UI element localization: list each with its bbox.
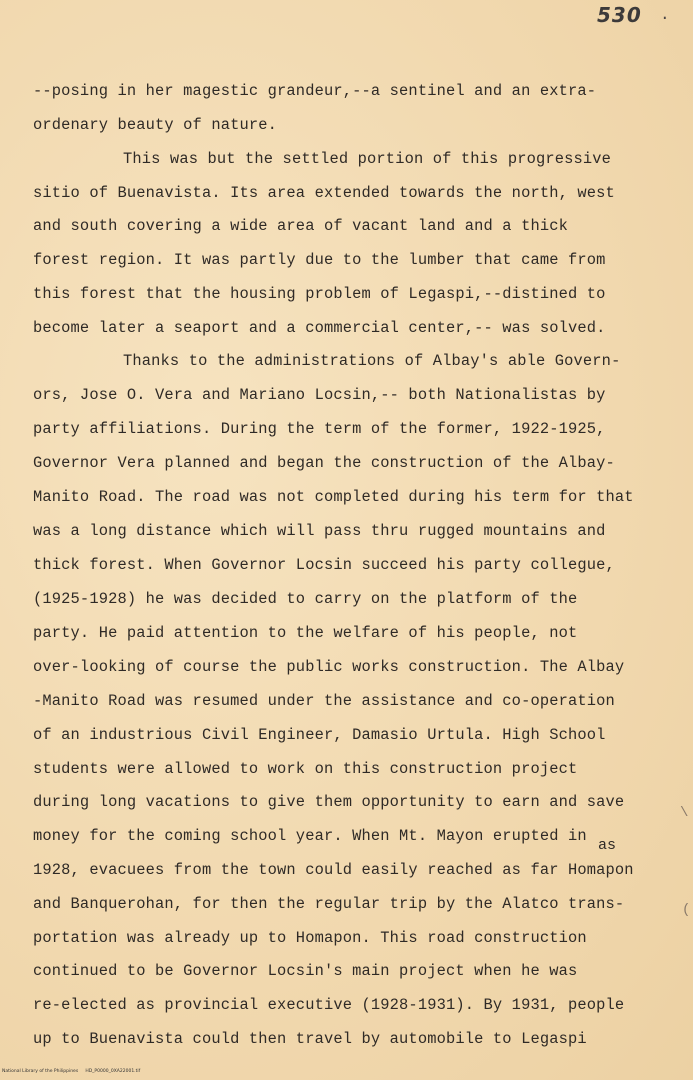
text-line-23: money for the coming school year. When Mt. Mayon erupted in	[33, 827, 587, 845]
text-line-27: continued to be Governor Locsin's main project when he was	[33, 962, 578, 980]
text-line-7: this forest that the housing problem of Legaspi,--distined to	[33, 285, 606, 303]
text-line-18: over-looking of course the public works construction. The Albay	[33, 658, 625, 676]
interline-insertion: as	[598, 837, 617, 854]
text-line-8: become later a seaport and a commercial center,-- was solved.	[33, 319, 606, 337]
text-line-15: thick forest. When Governor Locsin succeed his party collegue,	[33, 556, 615, 574]
text-line-9: Thanks to the administrations of Albay's able Govern-	[123, 352, 621, 370]
text-line-6: forest region. It was partly due to the lumber that came from	[33, 251, 606, 269]
text-line-25: and Banquerohan, for then the regular trip by the Alatco trans-	[33, 895, 625, 913]
text-line-5: and south covering a wide area of vacant land and a thick	[33, 217, 568, 235]
page-number: 530	[597, 3, 642, 27]
margin-mark-right-2: (	[682, 902, 691, 918]
text-line-2: ordenary beauty of nature.	[33, 116, 278, 134]
text-line-17: party. He paid attention to the welfare of his people, not	[33, 624, 578, 642]
text-line-19: -Manito Road was resumed under the assistance and co-operation	[33, 692, 615, 710]
text-line-14: was a long distance which will pass thru rugged mountains and	[33, 522, 606, 540]
text-line-3: This was but the settled portion of this progressive	[123, 150, 612, 168]
text-line-24: 1928, evacuees from the town could easily reached as far Homapon	[33, 861, 634, 879]
text-line-16: (1925-1928) he was decided to carry on the platform of the	[33, 590, 578, 608]
text-line-12: Governor Vera planned and began the construction of the Albay-	[33, 454, 615, 472]
margin-mark-right-1: \	[680, 805, 689, 821]
text-line-26: portation was already up to Homapon. This road construction	[33, 929, 587, 947]
text-line-29: up to Buenavista could then travel by automobile to Legaspi	[33, 1030, 587, 1048]
text-line-11: party affiliations. During the term of the former, 1922-1925,	[33, 420, 606, 438]
scan-footer: National Library of the Philippines HD_P0000_0XA22001.tif	[2, 1069, 141, 1074]
text-line-10: ors, Jose O. Vera and Mariano Locsin,-- both Nationalistas by	[33, 386, 606, 404]
text-line-4: sitio of Buenavista. Its area extended towards the north, west	[33, 184, 615, 202]
text-line-1: --posing in her magestic grandeur,--a sentinel and an extra-	[33, 82, 597, 100]
text-line-21: students were allowed to work on this construction project	[33, 760, 578, 778]
text-line-22: during long vacations to give them opportunity to earn and save	[33, 793, 625, 811]
page-number-dot: ·	[660, 9, 670, 27]
text-line-20: of an industrious Civil Engineer, Damasio Urtula. High School	[33, 726, 606, 744]
text-line-13: Manito Road. The road was not completed during his term for that	[33, 488, 634, 506]
text-line-28: re-elected as provincial executive (1928-1931). By 1931, people	[33, 996, 625, 1014]
